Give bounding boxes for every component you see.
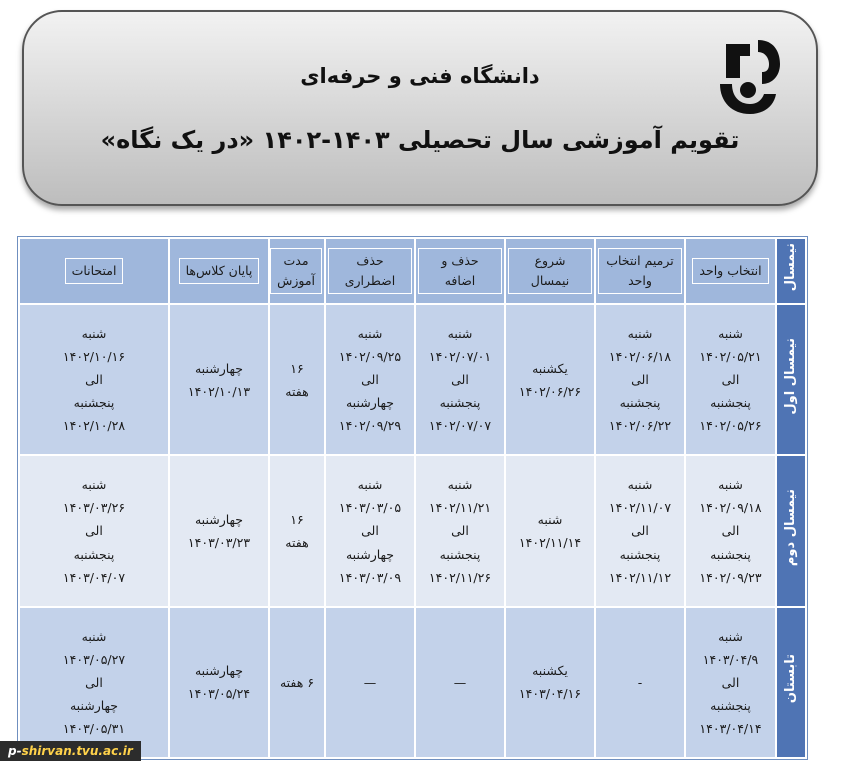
table-cell bbox=[269, 304, 325, 455]
cell-line: الی bbox=[721, 523, 740, 539]
cell-line: ۱۴۰۳/۰۴/۹ bbox=[702, 651, 759, 667]
semester-label-text: تابستان bbox=[782, 654, 798, 704]
cell-line: یکشنبه bbox=[532, 360, 568, 376]
column-header bbox=[776, 238, 806, 304]
cell-line: شنبه bbox=[81, 325, 107, 341]
column-header bbox=[505, 238, 595, 304]
column-header bbox=[595, 238, 685, 304]
column-header-label: حذف و اضافه bbox=[418, 248, 502, 294]
cell-line: ۱۴۰۲/۰۹/۲۹ bbox=[338, 418, 402, 434]
cell-line: هفته bbox=[285, 383, 309, 399]
cell-line: چهارشنبه bbox=[345, 395, 395, 411]
cell-line: ۶ هفته bbox=[279, 674, 315, 690]
cell-line: پنجشنبه bbox=[619, 395, 661, 411]
table-row bbox=[19, 607, 806, 758]
cell-line: الی bbox=[631, 372, 649, 388]
column-header bbox=[19, 238, 169, 304]
cell-line: الی bbox=[361, 372, 379, 388]
table-cell bbox=[595, 607, 685, 758]
table-cell bbox=[415, 455, 505, 606]
cell-line: ۱۴۰۳/۰۳/۲۶ bbox=[62, 500, 126, 516]
table-cell bbox=[19, 455, 169, 606]
cell-line: الی bbox=[721, 372, 740, 388]
cell-line: الی bbox=[85, 372, 103, 388]
cell-line: — bbox=[453, 674, 467, 690]
semester-label bbox=[776, 304, 806, 455]
column-header-label: نیمسال bbox=[782, 243, 798, 292]
cell-line: ۱۴۰۳/۰۴/۰۷ bbox=[62, 569, 126, 585]
column-header-label: مدت آموزش bbox=[270, 248, 322, 294]
cell-line: ۱۴۰۳/۰۴/۱۴ bbox=[699, 721, 762, 737]
cell-line: شنبه bbox=[718, 628, 743, 644]
university-name: دانشگاه فنی و حرفه‌ای bbox=[300, 64, 540, 88]
calendar-title: تقویم آموزشی سال تحصیلی ۱۴۰۳-۱۴۰۲ «در یک نگاه» bbox=[100, 126, 740, 154]
cell-line: ۱۴۰۲/۱۱/۱۲ bbox=[608, 569, 672, 585]
table-cell bbox=[595, 304, 685, 455]
table-cell bbox=[685, 607, 776, 758]
table-cell bbox=[325, 607, 415, 758]
table-cell bbox=[269, 607, 325, 758]
cell-line: پنجشنبه bbox=[73, 546, 115, 562]
cell-line: شنبه bbox=[357, 325, 383, 341]
cell-line: ۱۴۰۲/۰۷/۰۷ bbox=[428, 418, 492, 434]
cell-line: پنجشنبه bbox=[73, 395, 115, 411]
cell-line: چهارشنبه bbox=[194, 511, 244, 527]
table-header-row bbox=[19, 238, 806, 304]
semester-label-text: نیمسال اول bbox=[782, 337, 798, 415]
cell-line: ۱۴۰۳/۰۵/۲۷ bbox=[62, 651, 126, 667]
cell-line: ۱۴۰۲/۱۰/۲۸ bbox=[62, 418, 126, 434]
cell-line: ۱۴۰۲/۰۵/۲۱ bbox=[699, 348, 762, 364]
cell-line: الی bbox=[85, 674, 103, 690]
cell-line: پنجشنبه bbox=[710, 546, 751, 562]
cell-line: ۱۴۰۲/۰۵/۲۶ bbox=[699, 418, 762, 434]
column-header-label: انتخاب واحد bbox=[692, 258, 768, 284]
cell-line: الی bbox=[631, 523, 649, 539]
header-banner bbox=[22, 10, 818, 206]
cell-line: ۱۴۰۲/۱۱/۱۴ bbox=[518, 534, 582, 550]
table-row bbox=[19, 455, 806, 606]
cell-line: شنبه bbox=[718, 477, 743, 493]
cell-line: الی bbox=[451, 372, 469, 388]
cell-line: - bbox=[637, 674, 643, 690]
cell-line: ۱۴۰۲/۱۰/۱۳ bbox=[187, 383, 251, 399]
table-cell bbox=[269, 455, 325, 606]
cell-line: ۱۴۰۳/۰۳/۰۹ bbox=[338, 569, 402, 585]
cell-line: الی bbox=[85, 523, 103, 539]
cell-line: چهارشنبه bbox=[194, 663, 244, 679]
cell-line: الی bbox=[451, 523, 469, 539]
column-header bbox=[415, 238, 505, 304]
table-cell bbox=[685, 455, 776, 606]
cell-line: ۱۴۰۳/۰۵/۳۱ bbox=[62, 721, 126, 737]
cell-line: الی bbox=[361, 523, 379, 539]
cell-line: ۱۴۰۲/۰۹/۱۸ bbox=[699, 500, 762, 516]
cell-line: پنجشنبه bbox=[619, 546, 661, 562]
cell-line: چهارشنبه bbox=[345, 546, 395, 562]
academic-calendar-table bbox=[17, 236, 808, 760]
table-cell bbox=[325, 304, 415, 455]
cell-line: ۱۴۰۲/۰۶/۲۲ bbox=[608, 418, 672, 434]
table-cell bbox=[19, 304, 169, 455]
cell-line: پنجشنبه bbox=[710, 697, 751, 713]
table-cell bbox=[505, 607, 595, 758]
cell-line: ۱۴۰۳/۰۵/۲۴ bbox=[187, 686, 251, 702]
cell-line: ۱۴۰۳/۰۳/۰۵ bbox=[338, 500, 402, 516]
table-cell bbox=[169, 455, 269, 606]
table-cell bbox=[415, 304, 505, 455]
table-cell bbox=[19, 607, 169, 758]
column-header-label: امتحانات bbox=[65, 258, 124, 284]
table-cell bbox=[325, 455, 415, 606]
table-cell bbox=[505, 304, 595, 455]
cell-line: شنبه bbox=[357, 477, 383, 493]
cell-line: یکشنبه bbox=[532, 663, 568, 679]
cell-line: — bbox=[363, 674, 377, 690]
column-header-label: پایان کلاس‌ها bbox=[179, 258, 260, 284]
cell-line: شنبه bbox=[537, 511, 563, 527]
table-cell bbox=[169, 304, 269, 455]
cell-line: شنبه bbox=[718, 325, 743, 341]
cell-line: چهارشنبه bbox=[194, 360, 244, 376]
cell-line: شنبه bbox=[81, 628, 107, 644]
column-header bbox=[269, 238, 325, 304]
cell-line: ۱۴۰۲/۱۱/۲۶ bbox=[428, 569, 492, 585]
table-row bbox=[19, 304, 806, 455]
column-header-label: ترمیم انتخاب واحد bbox=[598, 248, 682, 294]
cell-line: ۱۴۰۲/۰۹/۲۳ bbox=[699, 569, 762, 585]
cell-line: پنجشنبه bbox=[439, 546, 481, 562]
cell-line: شنبه bbox=[447, 325, 473, 341]
cell-line: ۱۴۰۲/۱۱/۰۷ bbox=[608, 500, 672, 516]
cell-line: شنبه bbox=[81, 477, 107, 493]
column-header-label: شروع نیمسال bbox=[508, 248, 592, 294]
table-cell bbox=[415, 607, 505, 758]
table-cell bbox=[685, 304, 776, 455]
website-watermark: p-shirvan.tvu.ac.ir bbox=[0, 741, 141, 761]
cell-line: ۱۴۰۲/۱۰/۱۶ bbox=[62, 348, 126, 364]
semester-label bbox=[776, 455, 806, 606]
cell-line: شنبه bbox=[627, 477, 653, 493]
cell-line: پنجشنبه bbox=[710, 395, 751, 411]
semester-label-text: نیمسال دوم bbox=[782, 488, 798, 566]
cell-line: ۱۶ bbox=[290, 360, 304, 376]
cell-line: ۱۴۰۳/۰۳/۲۳ bbox=[187, 534, 251, 550]
cell-line: ۱۴۰۲/۰۹/۲۵ bbox=[338, 348, 402, 364]
cell-line: ۱۶ bbox=[290, 511, 304, 527]
cell-line: ۱۴۰۲/۰۶/۲۶ bbox=[518, 383, 582, 399]
cell-line: هفته bbox=[285, 534, 309, 550]
column-header bbox=[325, 238, 415, 304]
column-header-label: حذف اضطراری bbox=[328, 248, 412, 294]
cell-line: شنبه bbox=[447, 477, 473, 493]
cell-line: شنبه bbox=[627, 325, 653, 341]
cell-line: ۱۴۰۲/۰۷/۰۱ bbox=[428, 348, 492, 364]
column-header bbox=[169, 238, 269, 304]
table-cell bbox=[505, 455, 595, 606]
semester-label bbox=[776, 607, 806, 758]
cell-line: چهارشنبه bbox=[69, 697, 119, 713]
cell-line: پنجشنبه bbox=[439, 395, 481, 411]
table-cell bbox=[169, 607, 269, 758]
cell-line: ۱۴۰۲/۰۶/۱۸ bbox=[608, 348, 672, 364]
column-header bbox=[685, 238, 776, 304]
table-cell bbox=[595, 455, 685, 606]
cell-line: ۱۴۰۲/۱۱/۲۱ bbox=[428, 500, 492, 516]
cell-line: ۱۴۰۳/۰۴/۱۶ bbox=[518, 686, 582, 702]
cell-line: الی bbox=[721, 674, 740, 690]
